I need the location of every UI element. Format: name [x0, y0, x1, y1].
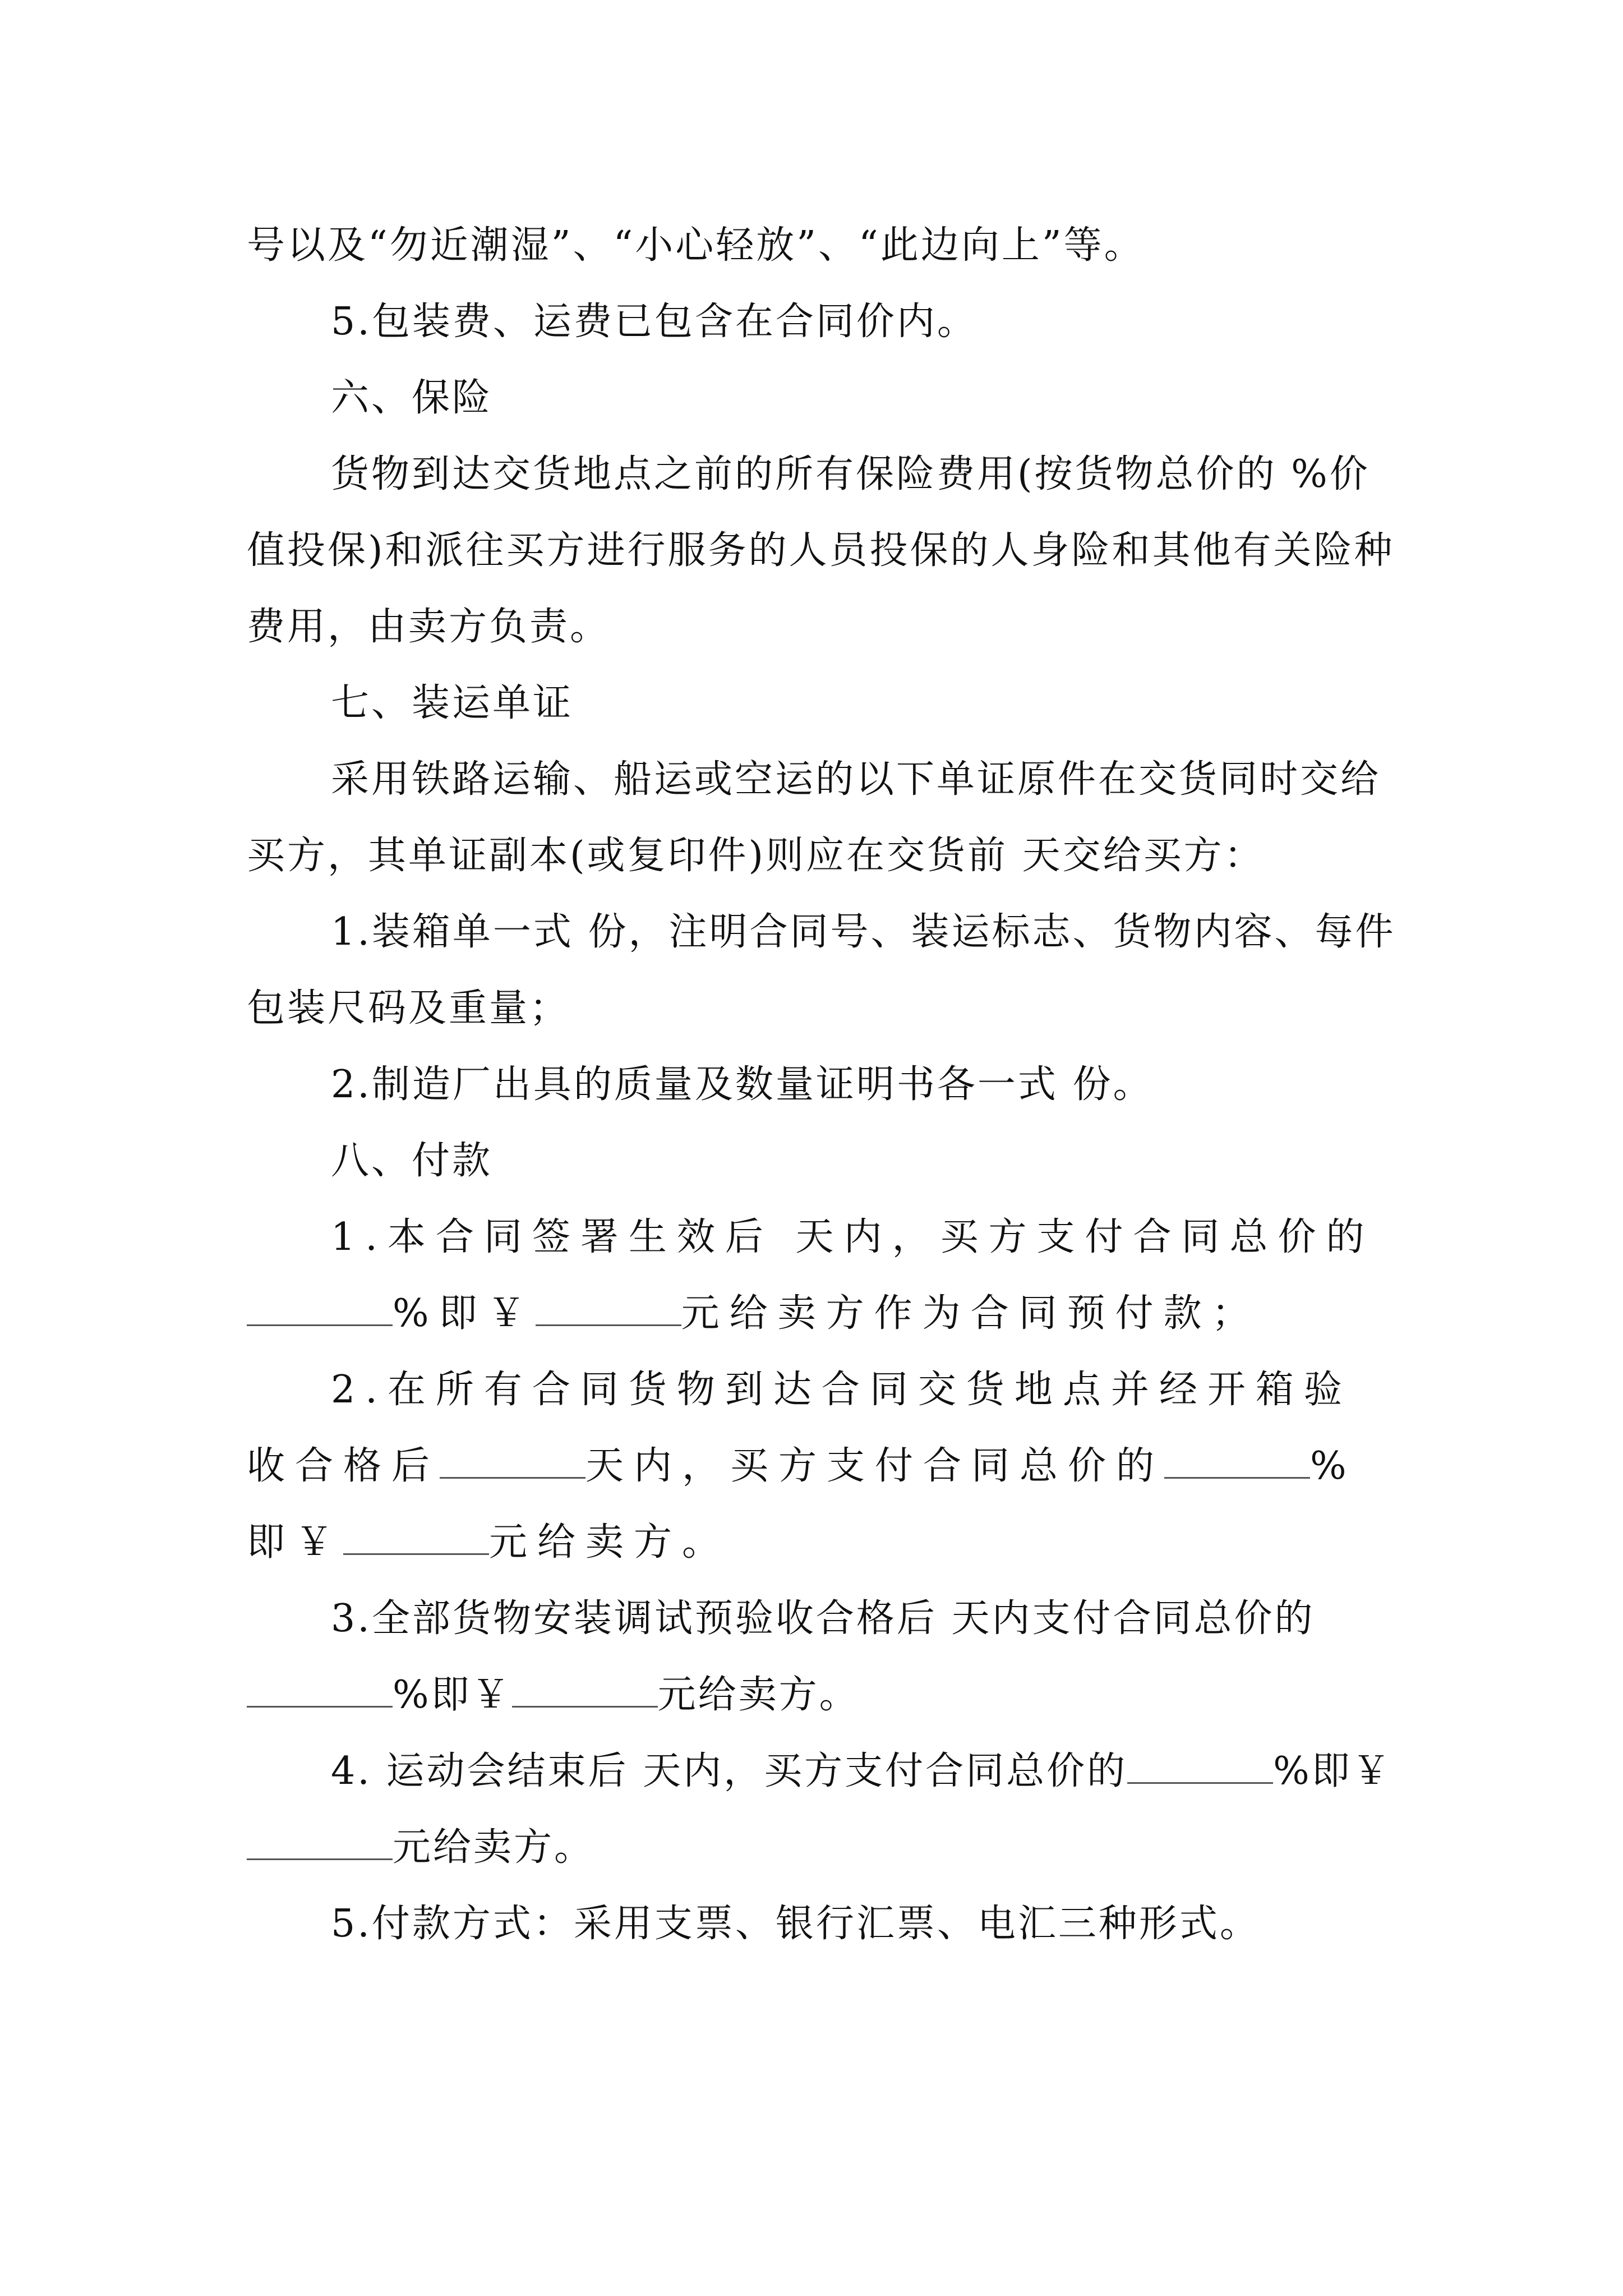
- payment-1-text-c: 元给卖方作为合同预付款；: [681, 1291, 1260, 1336]
- payment-4-text-c: 元给卖方。: [393, 1825, 595, 1870]
- payment-3-text-b: %即￥: [393, 1673, 512, 1717]
- payment-1-text-a: 1.本合同签署生效后 天内，买方支付合同总价的: [331, 1215, 1375, 1259]
- payment-3-text-c: 元给卖方。: [657, 1673, 860, 1717]
- blank-field: [247, 1828, 393, 1860]
- blank-field: [247, 1676, 393, 1708]
- blank-field: [440, 1447, 585, 1479]
- blank-field: [536, 1294, 681, 1326]
- paragraph-insurance: 货物到达交货地点之前的所有保险费用(按货物总价的 %价值投保)和派往买方进行服务的人员投保的人身险和其他有关险种费用，由卖方负责。: [247, 452, 1395, 649]
- heading-payment: 八、付款: [331, 1139, 493, 1183]
- payment-2-text-b: 天内，买方支付合同总价的: [585, 1444, 1165, 1488]
- payment-item-3: [247, 1581, 1396, 1733]
- paragraph-packaging-fee: 5.包装费、运费已包含在合同价内。: [331, 300, 978, 344]
- payment-item-1: [247, 1199, 1396, 1352]
- payment-4-text-a: 4. 运动会结束后 天内，买方支付合同总价的: [331, 1749, 1128, 1793]
- payment-2-text-c: %即￥: [247, 1444, 1357, 1565]
- paragraph-packing-list: 1.装箱单一式 份，注明合同号、装运标志、货物内容、每件包装尺码及重量；: [247, 910, 1396, 1030]
- blank-field: [247, 1294, 393, 1326]
- payment-2-text-d: 元给卖方。: [489, 1520, 731, 1565]
- heading-shipping-documents: 七、装运单证: [331, 681, 574, 725]
- document-body: [247, 208, 1396, 1962]
- blank-field: [512, 1676, 658, 1708]
- payment-2-text-a: 2.在所有合同货物到达合同交货地点并经开箱验收合格后: [247, 1368, 1352, 1488]
- payment-1-text-b: %即￥: [393, 1291, 536, 1336]
- blank-field: [1164, 1447, 1310, 1479]
- payment-item-2: [247, 1352, 1396, 1581]
- payment-4-text-b: %即￥: [1273, 1749, 1393, 1793]
- paragraph-marking-continued: 号以及“勿近潮湿”、“小心轻放”、“此边向上”等。: [247, 223, 1145, 268]
- payment-3-text-a: 3.全部货物安装调试预验收合格后 天内支付合同总价的: [331, 1596, 1315, 1641]
- payment-method: 5.付款方式：采用支票、银行汇票、电汇三种形式。: [331, 1902, 1260, 1946]
- heading-insurance: 六、保险: [331, 376, 493, 420]
- payment-item-4: [247, 1733, 1396, 1886]
- paragraph-quality-certificate: 2.制造厂出具的质量及数量证明书各一式 份。: [331, 1062, 1154, 1107]
- blank-field: [343, 1523, 489, 1555]
- blank-field: [1127, 1752, 1273, 1784]
- paragraph-shipping-documents: 采用铁路运输、船运或空运的以下单证原件在交货同时交给买方，其单证副本(或复印件)则应在交货前 天交给买方：: [247, 757, 1381, 878]
